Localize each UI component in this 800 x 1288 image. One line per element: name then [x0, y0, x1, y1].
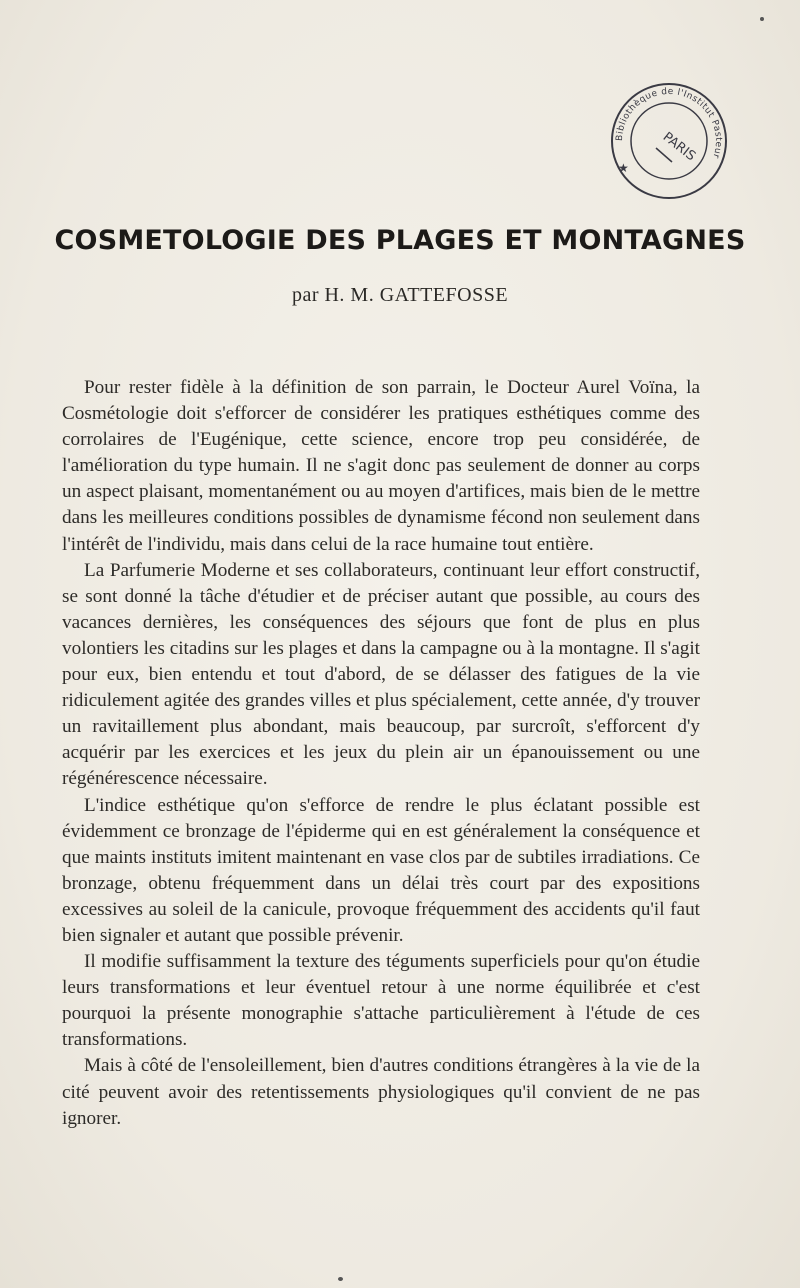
- stamp-star-icon: ★: [618, 161, 629, 175]
- paragraph: La Parfumerie Moderne et ses collaborateurs, continuant leur effort constructif, se sont donné la tâche d'étudier et de préciser autant que possible, au cours des vacances dernières, les conséquences des séjours que font de plus en plus volontiers les citadins sur les plages et dans la campagne ou à la montagne. Il s'agit pour eux, bien entendu et tout d'abord, de se délasser des fatigues de la vie ridiculement agitée des grandes villes et plus spécialement, cette année, d'y trouver un ravitaillement plus abondant, mais beaucoup, par surcroît, s'efforcent d'y acquérir par les exercices et les jeux du plein air un épanouissement ou une régénérescence nécessaire.: [62, 559, 700, 790]
- ink-speck: [760, 17, 764, 21]
- paragraph: L'indice esthétique qu'on s'efforce de rendre le plus éclatant possible est évidemment ce bronzage de l'épiderme qui en est généralement la conséquence et que maints instituts imitent maintenant en vase clos par de subtiles irradiations. Ce bronzage, obtenu fréquemment dans un délai très court par des expositions excessives au soleil de la canicule, provoque fréquemment des accidents qu'il faut bien signaler et autant que possible prévenir.: [62, 794, 700, 946]
- article-author: par H. M. GATTEFOSSE: [291, 284, 509, 306]
- paragraph: Mais à côté de l'ensoleillement, bien d'autres conditions étrangères à la vie de la cité peuvent avoir des retentissements physiologiques qu'il convient de ne pas ignorer.: [62, 1055, 700, 1129]
- paragraph: Pour rester fidèle à la définition de son parrain, le Docteur Aurel Voïna, la Cosmétologie doit s'efforcer de considérer les pratiques esthétiques comme des corrolaires de l'Eugénique, cette science, encore trop peu considérée, de l'amélioration du type humain. Il ne s'agit donc pas seulement de donner au corps un aspect plaisant, momentanément ou au moyen d'artifices, mais bien de le mettre dans les meilleures conditions possibles de dynamisme fécond non seulement dans l'intérêt de l'individu, mais dans celui de la race humaine tout entière.: [62, 377, 700, 555]
- paragraph: Il modifie suffisamment la texture des téguments superficiels pour qu'on étudie leurs transformations et leur éventuel retour à une norme équilibrée et c'est pourquoi la présente monographie s'attache particulièrement à l'étude de ces transformations.: [62, 951, 700, 1051]
- article-title: COSMETOLOGIE DES PLAGES ET MONTAGNES: [54, 225, 746, 256]
- library-stamp: [606, 80, 732, 202]
- stamp-center-text: PARIS: [659, 129, 699, 165]
- article-body: [62, 375, 700, 1132]
- ink-speck: [338, 1277, 343, 1281]
- stamp-ring-text: Bibliothèque de l'Institut Pasteur: [614, 86, 724, 160]
